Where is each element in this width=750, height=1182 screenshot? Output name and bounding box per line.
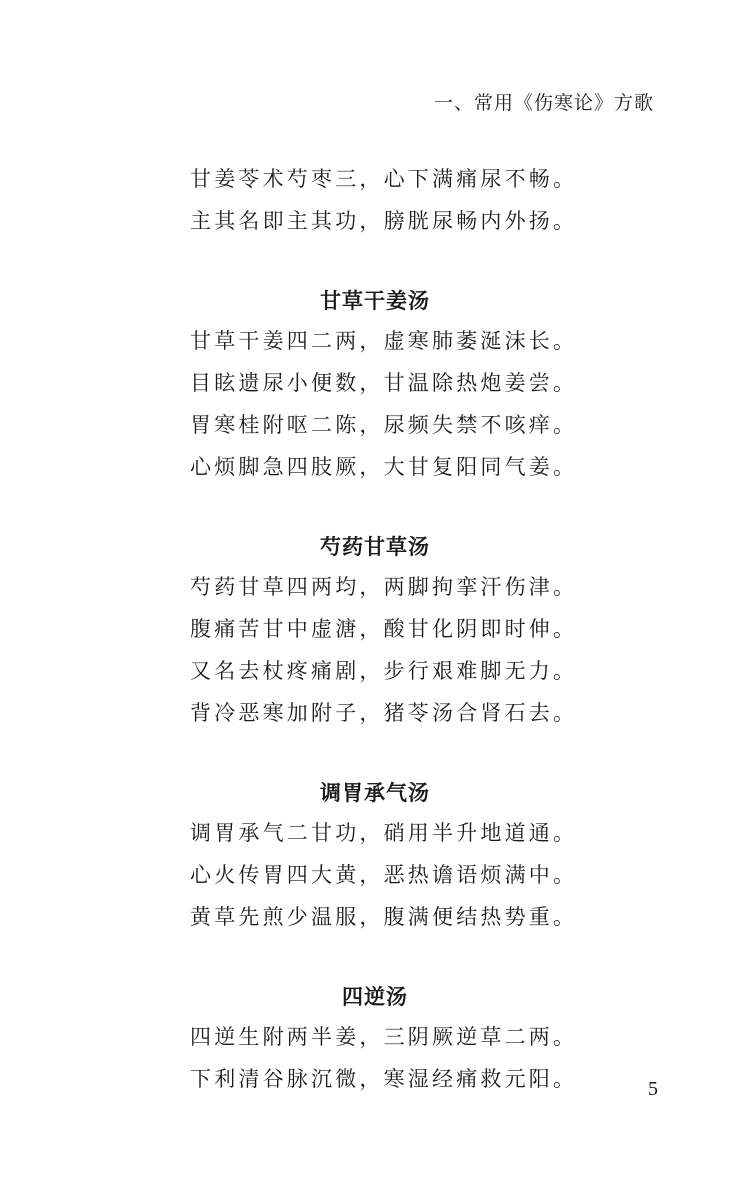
verse-line: 甘姜苓术芍枣三，心下满痛尿不畅。 [190, 167, 578, 191]
verse-line: 心烦脚急四肢厥，大甘复阳同气姜。 [190, 455, 578, 479]
section-title: 调胃承气汤 [320, 781, 430, 805]
verse-section-shaoyao-gancao [0, 528, 750, 734]
verse-line: 又名去杖疼痛剧，步行艰难脚无力。 [190, 659, 578, 683]
section-title: 甘草干姜汤 [320, 289, 430, 313]
verse-line: 心火传胃四大黄，恶热谵语烦满中。 [190, 863, 578, 887]
verse-line: 芍药甘草四两均，两脚拘挛汗伤津。 [190, 575, 578, 599]
verse-line: 腹痛苦甘中虚溏，酸甘化阴即时伸。 [190, 617, 578, 641]
verse-section-gancao-ganjiang [0, 282, 750, 488]
page-content [0, 158, 750, 1140]
page-number: 5 [648, 1078, 658, 1100]
verse-section-continued [0, 158, 750, 242]
verse-section-tiaowei-chengqi [0, 774, 750, 938]
running-header: 一、常用《伤寒论》方歌 [433, 92, 654, 114]
verse-line: 下利清谷脉沉微，寒湿经痛救元阳。 [190, 1067, 578, 1091]
verse-line: 胃寒桂附呕二陈，尿频失禁不咳痒。 [190, 413, 578, 437]
verse-line: 目眩遗尿小便数，甘温除热炮姜尝。 [190, 371, 578, 395]
verse-line: 甘草干姜四二两，虚寒肺萎涎沫长。 [190, 329, 578, 353]
section-title: 芍药甘草汤 [320, 535, 430, 559]
verse-line: 四逆生附两半姜，三阴厥逆草二两。 [190, 1025, 578, 1049]
verse-line: 主其名即主其功，膀胱尿畅内外扬。 [190, 209, 578, 233]
verse-section-sini [0, 978, 750, 1100]
verse-line: 背冷恶寒加附子，猪苓汤合肾石去。 [190, 701, 578, 725]
verse-line: 调胃承气二甘功，硝用半升地道通。 [190, 821, 578, 845]
section-title: 四逆汤 [342, 985, 408, 1009]
verse-line: 黄草先煎少温服，腹满便结热势重。 [190, 905, 578, 929]
